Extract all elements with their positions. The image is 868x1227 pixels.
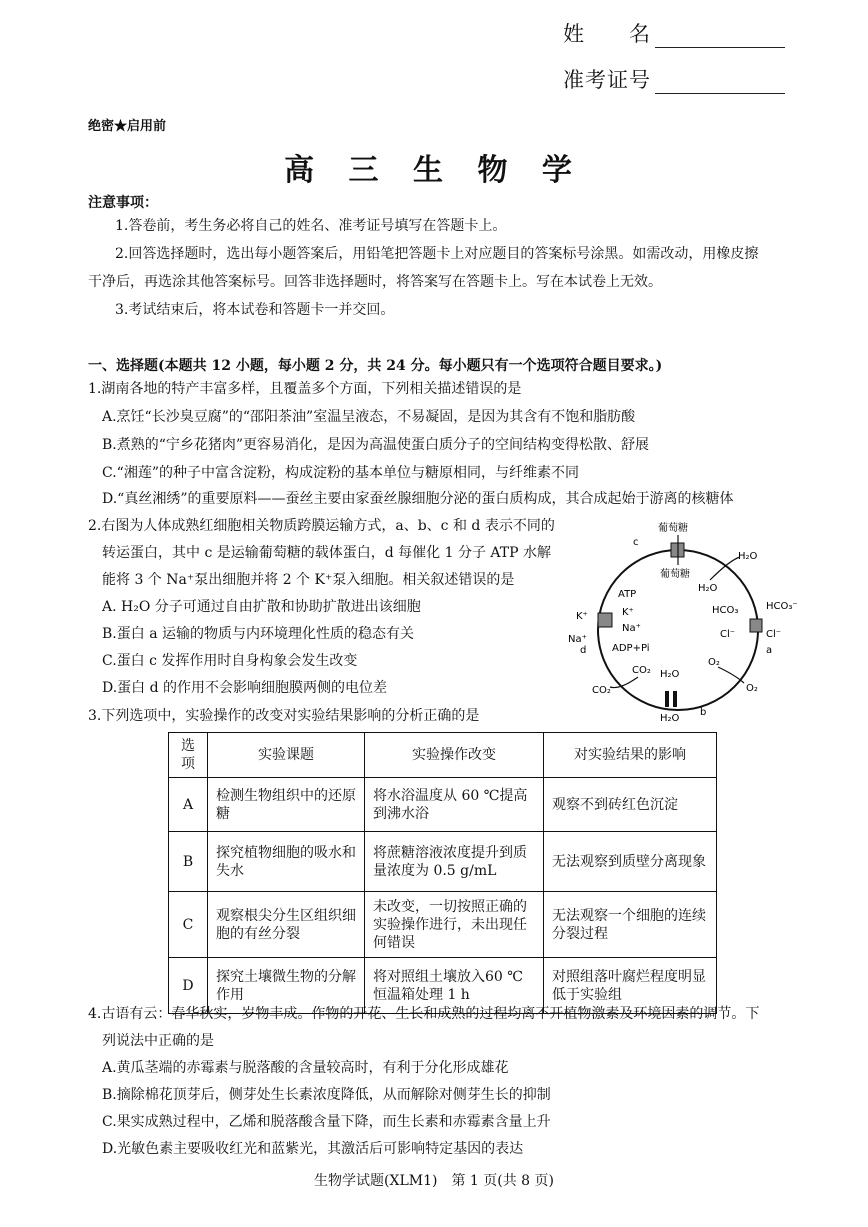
exam-id-label: 准考证号: [563, 68, 651, 92]
transporter-a: [750, 619, 762, 632]
channel-b-right: [673, 691, 677, 707]
table-row: [169, 778, 717, 832]
q2-option-d: D.蛋白 d 的作用不会影响细胞膜两侧的电位差: [102, 680, 388, 696]
cell-topic: 探究植物细胞的吸水和失水: [208, 832, 365, 892]
q2-stem-2: 转运蛋白，其中 c 是运输葡萄糖的载体蛋白，d 每催化 1 分子 ATP 水解: [102, 545, 551, 561]
cl-in-label: Cl⁻: [720, 629, 736, 640]
q4-stem-2: 列说法中正确的是: [102, 1033, 214, 1049]
channel-b-left: [665, 691, 669, 707]
o2-out-label: O₂: [746, 683, 758, 694]
experiment-table: [168, 732, 717, 1014]
q4-option-b: B.摘除棉花顶芽后，侧芽处生长素浓度降低，从而解除对侧芽生长的抑制: [102, 1087, 551, 1103]
hco3-out-label: HCO₃⁻: [766, 601, 798, 612]
header-change: 实验操作改变: [365, 733, 544, 778]
q2-option-c: C.蛋白 c 发挥作用时自身构象会发生改变: [102, 653, 358, 669]
name-blank: [655, 23, 785, 48]
exam-id-blank: [655, 69, 785, 94]
atp-label: ATP: [618, 589, 637, 600]
o2-in-label: O₂: [708, 657, 720, 668]
table-row: [169, 892, 717, 958]
h2o-bottom-in-label: H₂O: [660, 669, 680, 680]
cell-topic: 检测生物组织中的还原糖: [208, 778, 365, 832]
label-a: a: [766, 645, 773, 656]
note-3: 3.考试结束后，将本试卷和答题卡一并交回。: [115, 302, 395, 318]
note-1: 1.答卷前，考生务必将自己的姓名、准考证号填写在答题卡上。: [115, 218, 507, 234]
header-topic: 实验课题: [208, 733, 365, 778]
q1-stem: 1.湖南各地的特产丰富多样，且覆盖多个方面，下列相关描述错误的是: [88, 381, 522, 397]
na-in-label: Na⁺: [622, 623, 641, 634]
glucose-inside-label: 葡萄糖: [660, 569, 690, 580]
h2o-out-label: H₂O: [738, 551, 758, 562]
cl-out-label: Cl⁻: [766, 629, 782, 640]
q1-option-c: C.“湘莲”的种子中富含淀粉，构成淀粉的基本单位与糖原相同，与纤维素不同: [102, 465, 579, 481]
cell-effect: 无法观察到质壁分离现象: [544, 832, 717, 892]
cell-topic: 探究土壤微生物的分解作用: [208, 958, 365, 1014]
q1-option-a: A.烹饪“长沙臭豆腐”的“邵阳茶油”室温呈液态，不易凝固，是因为其含有不饱和脂肪酸: [102, 409, 636, 425]
q2-option-b: B.蛋白 a 运输的物质与内环境理化性质的稳态有关: [102, 626, 414, 642]
name-field: [563, 18, 785, 48]
page-title: 高 三 生 物 学: [284, 153, 584, 188]
cell-effect: 无法观察一个细胞的连续分裂过程: [544, 892, 717, 958]
cell-transport-diagram: [560, 515, 800, 730]
secret-mark: 绝密★启用前: [88, 119, 167, 134]
cell-option: A: [169, 778, 208, 832]
q4-option-d: D.光敏色素主要吸收红光和蓝紫光，其激活后可影响特定基因的表达: [102, 1141, 524, 1157]
pump-d: [598, 613, 612, 627]
q4-option-a: A.黄瓜茎端的赤霉素与脱落酸的含量较高时，有利于分化形成雄花: [102, 1060, 509, 1076]
q1-option-d: D.“真丝湘绣”的重要原料——蚕丝主要由家蚕丝腺细胞分泌的蛋白质构成，其合成起始于游离的核糖体: [102, 491, 734, 507]
q3-stem: 3.下列选项中，实验操作的改变对实验结果影响的分析正确的是: [88, 708, 480, 724]
cell-option: D: [169, 958, 208, 1014]
note-2: 2.回答选择题时，选出每小题答案后，用铅笔把答题卡上对应题目的答案标号涂黑。如需改动，用橡皮擦: [115, 246, 759, 262]
k-in-label: K⁺: [622, 607, 634, 618]
exam-id-field: [563, 64, 785, 94]
co2-out-label: CO₂: [592, 685, 611, 696]
cell-change: 将对照组土壤放入60 ℃恒温箱处理 1 h: [365, 958, 544, 1014]
q2-option-a: A. H₂O 分子可通过自由扩散和协助扩散进出该细胞: [102, 599, 421, 615]
h2o-in-label: H₂O: [698, 583, 718, 594]
co2-in-label: CO₂: [632, 665, 651, 676]
cell-topic: 观察根尖分生区组织细胞的有丝分裂: [208, 892, 365, 958]
q4-stem-1: 4.古语有云：春华秋实，岁物丰成。作物的开花、生长和成熟的过程均离不开植物激素及环境因素的调节。下: [88, 1006, 760, 1022]
cell-effect: 对照组落叶腐烂程度明显低于实验组: [544, 958, 717, 1014]
table-row: [169, 832, 717, 892]
label-c: c: [633, 537, 639, 548]
table-header-row: [169, 733, 717, 778]
h2o-bottom-out-label: H₂O: [660, 713, 680, 724]
hco3-in-label: HCO₃: [712, 605, 739, 616]
header-option: 选项: [169, 733, 208, 778]
q2-stem-1: 2.右图为人体成熟红细胞相关物质跨膜运输方式，a、b、c 和 d 表示不同的: [88, 518, 555, 534]
cell-change: 未改变，一切按照正确的实验操作进行，未出现任何错误: [365, 892, 544, 958]
q1-option-b: B.煮熟的“宁乡花猪肉”更容易消化，是因为高温使蛋白质分子的空间结构变得松散、舒展: [102, 437, 650, 453]
name-label: 姓 名: [563, 22, 651, 46]
cell-change: 将水浴温度从 60 ℃提高到沸水浴: [365, 778, 544, 832]
section-heading: 一、选择题(本题共 12 小题，每小题 2 分，共 24 分。每小题只有一个选项符合题目要求。): [88, 358, 663, 374]
adp-label: ADP+Pi: [612, 643, 650, 654]
note-2-cont: 干净后，再选涂其他答案标号。回答非选择题时，将答案写在答题卡上。写在本试卷上无效。: [88, 274, 662, 290]
q2-stem-3: 能将 3 个 Na⁺泵出细胞并将 2 个 K⁺泵入细胞。相关叙述错误的是: [102, 572, 515, 588]
label-b: b: [700, 707, 707, 718]
notes-heading: 注意事项：: [88, 195, 158, 211]
glucose-outside-label: 葡萄糖: [658, 523, 688, 534]
q4-option-c: C.果实成熟过程中，乙烯和脱落酸含量下降，而生长素和赤霉素含量上升: [102, 1114, 551, 1130]
page-footer: 生物学试题(XLM1) 第 1 页(共 8 页): [314, 1173, 554, 1189]
cell-change: 将蔗糖溶液浓度提升到质量浓度为 0.5 g/mL: [365, 832, 544, 892]
header-effect: 对实验结果的影响: [544, 733, 717, 778]
cell-option: B: [169, 832, 208, 892]
label-d: d: [580, 645, 587, 656]
cell-effect: 观察不到砖红色沉淀: [544, 778, 717, 832]
na-out-label: Na⁺: [568, 634, 587, 645]
k-out-label: K⁺: [576, 611, 588, 622]
cell-option: C: [169, 892, 208, 958]
